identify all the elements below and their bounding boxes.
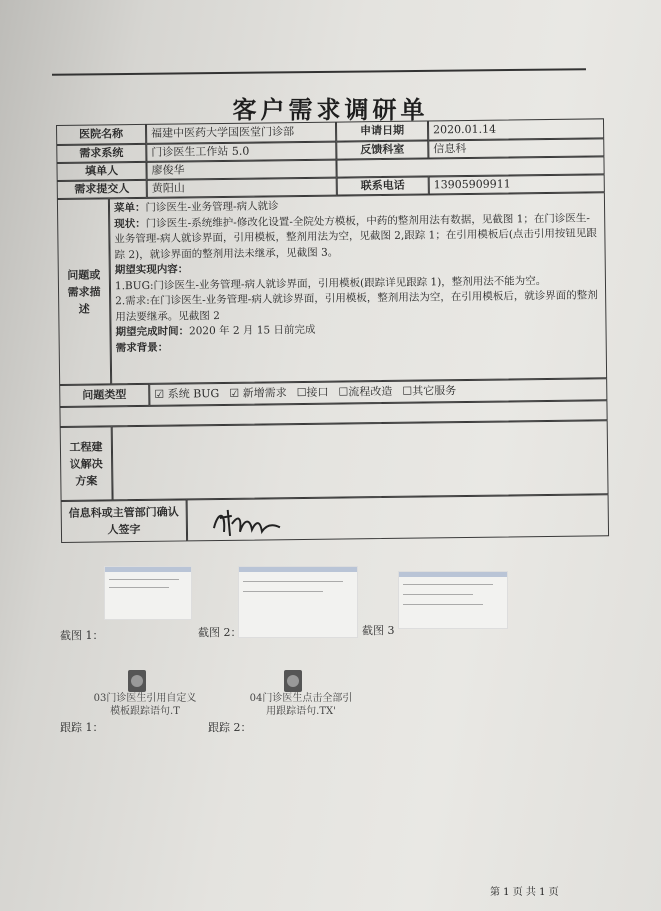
- screenshot-1-caption: 截图 1：: [60, 629, 104, 642]
- status-text: 门诊医生-系统维护-修改化设置-全院处方模板，中药的整剂用法有数据，见截图 1；在门诊医生-业务管理-病人就诊界面，引用模板，整剂用法为空，见截图 2,跟踪 1；在引用模板后(点击引用按钮见跟踪 2)，就诊界面的整剂用法未继承，见截图 3。: [114, 211, 597, 261]
- submitter-label: 需求提交人: [57, 180, 147, 199]
- trace-2-filename: 04门诊医生点击全部引用跟踪语句.TX': [249, 693, 353, 717]
- confirm-label: 信息科或主管部门确认人签字: [61, 499, 188, 543]
- trace-1-filename: 03门诊医生引用自定义模板跟踪语句.T: [93, 693, 197, 717]
- page-footer: 第 1 页 共 1 页: [490, 887, 559, 898]
- apply-date-label: 申请日期: [336, 120, 428, 141]
- option-system-bug: ☑ 系统 BUG: [154, 387, 220, 401]
- solution-label: 工程建议解决方案: [60, 426, 113, 501]
- solution-value: [112, 420, 609, 500]
- screenshot-3-thumbnail: [398, 571, 508, 629]
- screenshot-2-caption: 截图 2：: [198, 626, 242, 639]
- option-interface: ☐接口: [296, 385, 329, 400]
- expect-item-2: 2.需求:在门诊医生-业务管理-病人就诊界面，引用模板，整剂用法为空，在引用模板后，就诊界面的整剂用法要继承。见截图 2: [115, 289, 598, 323]
- screenshot-2-thumbnail: [238, 566, 358, 638]
- screenshot-1-thumbnail: [104, 566, 192, 620]
- document-title: 客户需求调研单: [232, 95, 429, 124]
- request-form-table: [56, 118, 609, 545]
- problem-description: [109, 192, 607, 384]
- system-value: 门诊医生工作站 5.0: [146, 142, 336, 162]
- menu-text: 门诊医生-业务管理-病人就诊: [145, 200, 279, 214]
- hospital-value: 福建中医药大学国医堂门诊部: [146, 122, 336, 144]
- phone-label: 联系电话: [337, 176, 429, 195]
- status-label: 现状：: [114, 217, 146, 230]
- expect-label: 期望实现内容：: [114, 263, 189, 277]
- signature-cell: [187, 494, 609, 541]
- filler-label: 填单人: [56, 162, 146, 181]
- screenshot-3-caption: 截图 3: [362, 624, 395, 637]
- trace-2-file-icon: [284, 670, 302, 692]
- dept-label: 反馈科室: [336, 140, 428, 159]
- option-new-requirement: ☑ 新增需求: [229, 386, 287, 400]
- option-other: ☐其它服务: [402, 384, 457, 398]
- handwritten-signature: [208, 501, 288, 541]
- hospital-label: 医院名称: [56, 124, 146, 145]
- deadline-text: 2020 年 2 月 15 日前完成: [188, 323, 316, 338]
- trace-1-caption: 跟踪 1：: [60, 721, 104, 734]
- dept-value: 信息科: [428, 138, 604, 158]
- expect-item-1: 1.BUG:门诊医生-业务管理-病人就诊界面，引用模板(跟踪详见跟踪 1)，整剂用法不能为空。: [114, 274, 547, 292]
- trace-2-caption: 跟踪 2：: [208, 721, 252, 734]
- filler-value: 廖俊华: [146, 160, 336, 180]
- apply-date-value: 2020.01.14: [428, 118, 604, 140]
- problem-label: 问题或需求描述: [57, 198, 111, 385]
- menu-label: 菜单：: [113, 201, 146, 215]
- background-label: 需求背景：: [115, 341, 169, 354]
- submitter-value: 黄阳山: [147, 178, 337, 198]
- option-process: ☐流程改造: [338, 384, 393, 399]
- title-rule: [52, 68, 586, 76]
- system-label: 需求系统: [56, 144, 146, 163]
- deadline-label: 期望完成时间：: [115, 325, 190, 339]
- trace-1-file-icon: [128, 670, 146, 692]
- phone-value: 13905909911: [429, 174, 605, 194]
- problem-type-label: 问题类型: [59, 384, 149, 407]
